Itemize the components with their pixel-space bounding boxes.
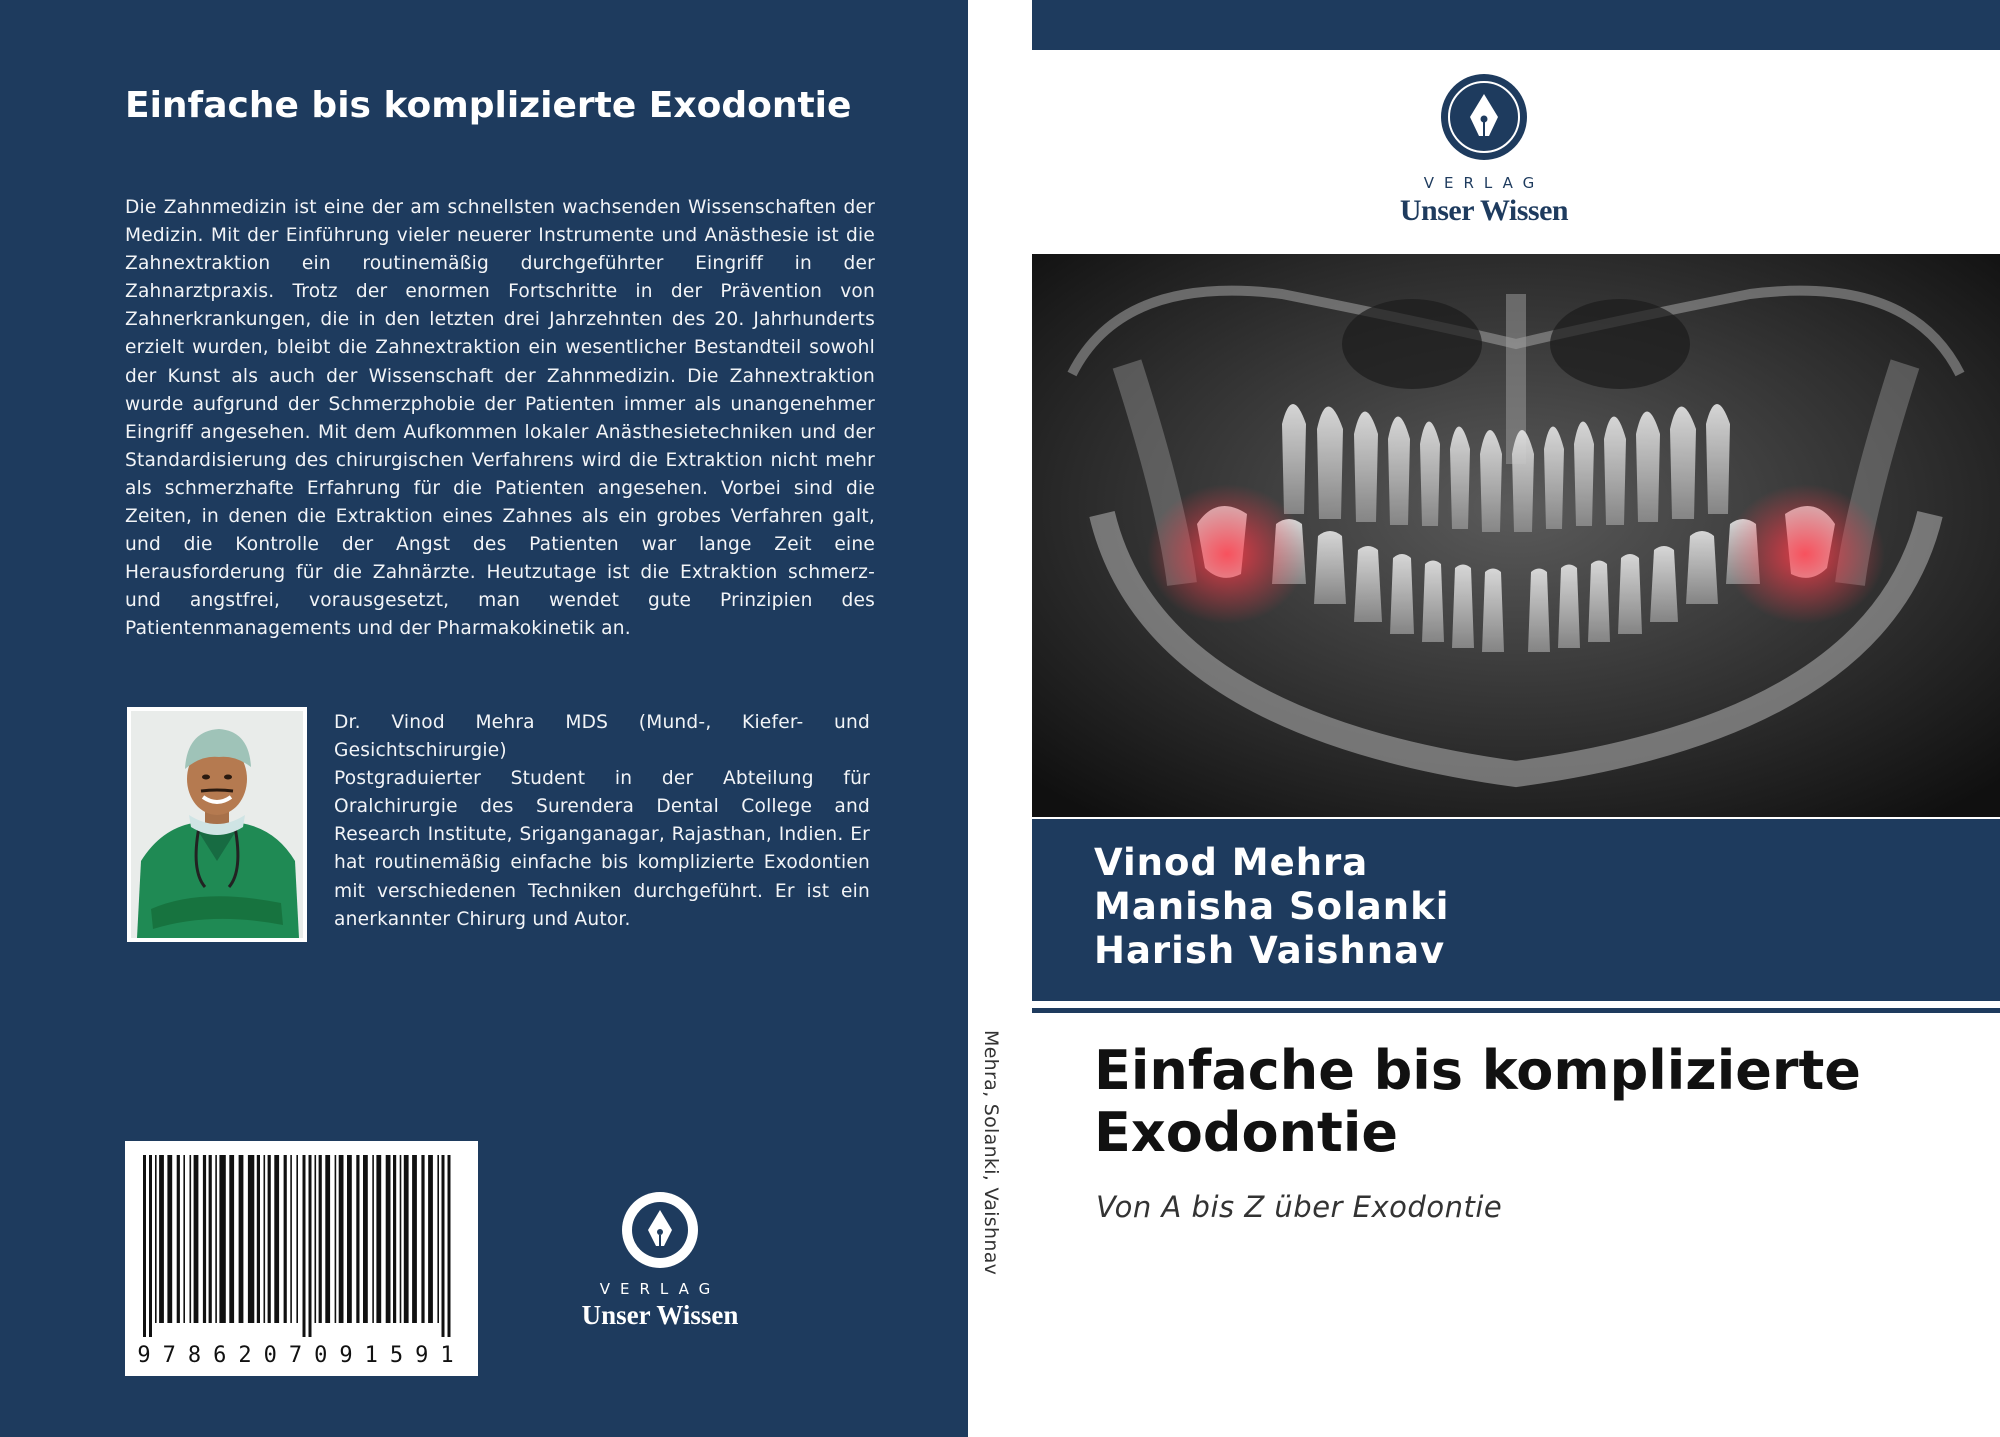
- barcode-bar: [155, 1155, 157, 1323]
- barcode-bar: [412, 1155, 417, 1323]
- barcode-bar: [284, 1155, 287, 1323]
- author-name-3: Harish Vaishnav: [1094, 929, 1446, 972]
- isbn-barcode: [125, 1141, 478, 1376]
- barcode-bar: [376, 1155, 381, 1323]
- barcode-bar: [319, 1155, 322, 1323]
- barcode-bar: [143, 1155, 146, 1337]
- barcode-bar: [183, 1155, 185, 1323]
- barcode-bar: [239, 1155, 244, 1323]
- barcode-bar: [177, 1155, 180, 1323]
- barcode-bar: [339, 1155, 344, 1323]
- barcode-bar: [219, 1155, 225, 1323]
- back-cover-title: Einfache bis komplizierte Exodontie: [125, 85, 852, 126]
- barcode-bar: [296, 1155, 298, 1323]
- back-cover-blurb: Die Zahnmedizin ist eine der am schnellsten wachsenden Wissenschaften der Medizin. Mit der Einführung vieler neuerer Instrumente und Anästhesie ist die Zahnextraktion ein routinemäßig durchgeführter Eingriff in der Zahnarztpraxis. Trotz der enormen Fortschritte in der Prävention von Zahnerkrankungen, die in den letzten drei Jahrzehnten des 20. Jahrhunderts erzielt wurden, bleibt die Zahnextraktion ein wesentlicher Bestandteil sowohl der Kunst als auch der Wissenschaft der Zahnmedizin. Die Zahnextraktion wurde aufgrund der Schmerzphobie der Patienten immer als unangenehmer Eingriff angesehen. Mit dem Aufkommen lokaler Anästhesietechniken und der Standardisierung des chirurgischen Verfahrens wird die Extraktion nicht mehr als schmerzhafte Erfahrung für die Patienten angesehen. Vorbei sind die Zeiten, in denen die Extraktion eines Zahnes als ein grobes Verfahren galt, und die Kontrolle der Angst des Patienten war lange Zeit eine Herausforderung für die Zahnärzte. Heutzutage ist die Extraktion schmerz- und angstfrei, vorausgesetzt, man wendet gute Prinzipien des Patientenmanagements und der Pharmakokinetik an.: [125, 197, 875, 640]
- barcode-bar: [356, 1155, 359, 1323]
- barcode-bar: [203, 1155, 206, 1323]
- barcode-bar: [335, 1155, 337, 1323]
- barcode-bar: [264, 1155, 266, 1323]
- back-publisher-name: Unser Wissen: [581, 1300, 739, 1330]
- barcode-bar: [363, 1155, 368, 1323]
- front-publisher-logo: [1382, 72, 1586, 228]
- back-cover: [0, 0, 968, 1437]
- barcode-bar: [215, 1155, 217, 1323]
- front-cover-title: Einfache bis komplizierte Exodontie: [1094, 1039, 1861, 1164]
- spine-authors: Mehra, Solanki, Vaishnav: [980, 1030, 1002, 1276]
- panoramic-xray: [1032, 254, 2000, 817]
- barcode-bar: [448, 1155, 451, 1337]
- front-publisher-sub: VERLAG: [1423, 174, 1545, 192]
- barcode-bar: [257, 1155, 260, 1323]
- barcode-bar: [309, 1155, 312, 1337]
- barcode-bar: [404, 1155, 409, 1323]
- barcode-bar: [248, 1155, 254, 1323]
- barcode-bar: [400, 1155, 402, 1323]
- author-name-2: Manisha Solanki: [1094, 885, 1450, 928]
- barcode-bar: [315, 1155, 317, 1323]
- barcode-bar: [372, 1155, 374, 1323]
- barcode-bars: [125, 1141, 478, 1341]
- top-band: [1032, 0, 2000, 50]
- divider-rule: [1032, 1008, 2000, 1013]
- barcode-bar: [393, 1155, 396, 1323]
- dental-xray-image: [1032, 254, 2000, 817]
- barcode-bar: [190, 1155, 192, 1323]
- author-bio-description: Postgraduierter Student in der Abteilung für Oralchirurgie des Surendera Dental College and Research Institute, Sriganganagar, Rajasthan, Indien. Er hat routinemäßig einfache bis komplizierte Exodontien mit verschiedenen Techniken durchgeführt. Er ist ein anerkannter Chirurg und Autor.: [334, 768, 870, 930]
- front-cover-subtitle: Von A bis Z über Exodontie: [1096, 1190, 1503, 1224]
- barcode-bar: [325, 1155, 330, 1323]
- barcode-bar: [194, 1155, 199, 1323]
- barcode-bar: [149, 1155, 152, 1337]
- spine: [968, 0, 1032, 1437]
- back-publisher-sub: VERLAG: [599, 1280, 721, 1298]
- barcode-bar: [159, 1155, 164, 1323]
- barcode-bar: [268, 1155, 271, 1323]
- barcode-bar: [303, 1155, 306, 1337]
- barcode-bar: [421, 1155, 424, 1323]
- isbn-digits: 9786207091591: [137, 1343, 466, 1368]
- author-photo: [127, 707, 307, 942]
- barcode-bar: [167, 1155, 172, 1323]
- front-cover: [1032, 0, 2000, 1437]
- barcode-bar: [386, 1155, 391, 1323]
- author-bio: [334, 709, 870, 934]
- authors-band: [1032, 819, 2000, 1001]
- author-name-1: Vinod Mehra: [1094, 841, 1369, 884]
- author-bio-credentials: Dr. Vinod Mehra MDS (Mund-, Kiefer- und Gesichtschirurgie): [334, 712, 870, 762]
- barcode-bar: [274, 1155, 279, 1323]
- barcode-bar: [347, 1155, 352, 1323]
- barcode-bar: [209, 1155, 212, 1323]
- fountain-pen-nib-icon: [620, 1190, 700, 1270]
- barcode-bar: [229, 1155, 234, 1323]
- barcode-bar: [290, 1155, 292, 1323]
- barcode-bar: [428, 1155, 433, 1323]
- barcode-bar: [437, 1155, 439, 1323]
- fountain-pen-nib-icon: [1439, 72, 1529, 162]
- barcode-bar: [442, 1155, 445, 1337]
- author-portrait-image: [131, 711, 303, 938]
- back-publisher-logo: [575, 1190, 745, 1331]
- front-publisher-name: Unser Wissen: [1399, 194, 1569, 227]
